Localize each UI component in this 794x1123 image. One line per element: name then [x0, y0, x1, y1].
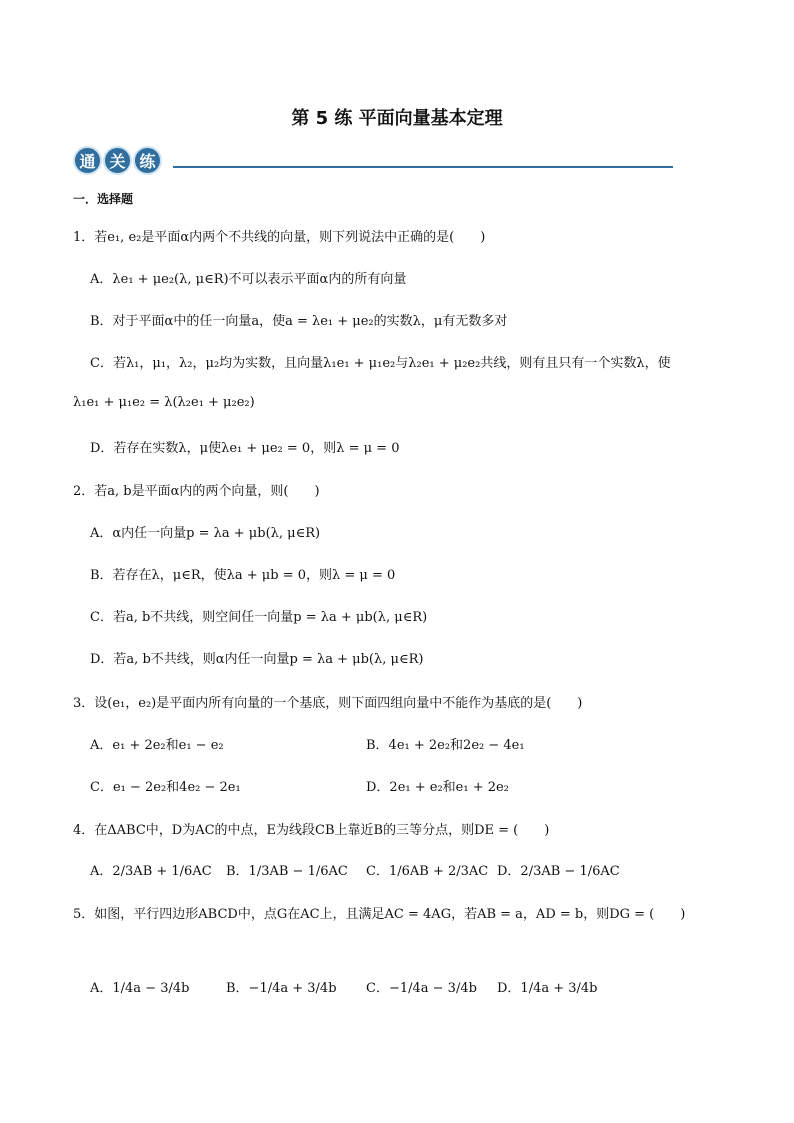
question-3-option-a: A．e₁ + 2e₂和e₁ − e₂: [90, 738, 224, 753]
question-1-option-b: B．对于平面α中的任一向量a，使a = λe₁ + μe₂的实数λ，μ有无数多对: [90, 314, 508, 329]
question-1-option-a: A．λe₁ + μe₂(λ, μ∈R)不可以表示平面α内的所有向量: [90, 272, 407, 287]
question-4-stem: 4．在ΔABC中，D为AC的中点，E为线段CB上靠近B的三等分点，则DE = ( ): [73, 823, 550, 838]
banner-char-2: 关: [103, 146, 132, 175]
banner-divider: [173, 166, 673, 168]
page-title: 第 5 练 平面向量基本定理: [291, 108, 503, 129]
question-2-option-b: B．若存在λ，μ∈R，使λa + μb = 0，则λ = μ = 0: [90, 568, 396, 583]
banner-badge: [73, 146, 162, 175]
section-banner: [73, 146, 673, 176]
question-2-option-d: D．若a, b不共线，则α内任一向量p = λa + μb(λ, μ∈R): [90, 652, 424, 667]
question-2-stem: 2．若a, b是平面α内的两个向量，则( ): [73, 484, 320, 499]
question-1-option-c: C．若λ₁，μ₁，λ₂，μ₂均为实数，且向量λ₁e₁ + μ₁e₂与λ₂e₁ + μ₂e₂共线，则有且只有一个实数λ，使: [90, 356, 671, 371]
question-5-option-c: C．−1/4a − 3/4b: [366, 981, 477, 996]
question-3-option-b: B．4e₁ + 2e₂和2e₂ − 4e₁: [366, 738, 525, 753]
question-1-stem: 1．若e₁, e₂是平面α内两个不共线的向量，则下列说法中正确的是( ): [73, 230, 486, 245]
question-5-option-b: B．−1/4a + 3/4b: [226, 981, 337, 996]
question-5-stem: 5．如图，平行四边形ABCD中，点G在AC上，且满足AC = 4AG，若AB = a，AD = b，则DG = ( ): [73, 907, 686, 922]
banner-char-1: 通: [73, 146, 102, 175]
question-5-option-d: D．1/4a + 3/4b: [497, 981, 598, 996]
question-3-option-c: C．e₁ − 2e₂和4e₂ − 2e₁: [90, 780, 241, 795]
question-1-option-c-cont: λ₁e₁ + μ₁e₂ = λ(λ₂e₁ + μ₂e₂): [73, 395, 255, 410]
question-4-option-c: C．1/6AB + 2/3AC: [366, 864, 489, 879]
question-1-option-d: D．若存在实数λ，μ使λe₁ + μe₂ = 0，则λ = μ = 0: [90, 441, 400, 456]
question-2-option-a: A．α内任一向量p = λa + μb(λ, μ∈R): [90, 526, 321, 541]
question-4-option-a: A．2/3AB + 1/6AC: [90, 864, 212, 879]
section-heading: 一．选择题: [73, 192, 134, 206]
question-4-option-b: B．1/3AB − 1/6AC: [226, 864, 348, 879]
question-3-stem: 3．设(e₁，e₂)是平面内所有向量的一个基底，则下面四组向量中不能作为基底的是( ): [73, 696, 583, 711]
question-4-option-d: D．2/3AB − 1/6AC: [497, 864, 620, 879]
banner-char-3: 练: [133, 146, 162, 175]
question-3-option-d: D．2e₁ + e₂和e₁ + 2e₂: [366, 780, 509, 795]
question-5-option-a: A．1/4a − 3/4b: [90, 981, 190, 996]
question-2-option-c: C．若a, b不共线，则空间任一向量p = λa + μb(λ, μ∈R): [90, 610, 428, 625]
